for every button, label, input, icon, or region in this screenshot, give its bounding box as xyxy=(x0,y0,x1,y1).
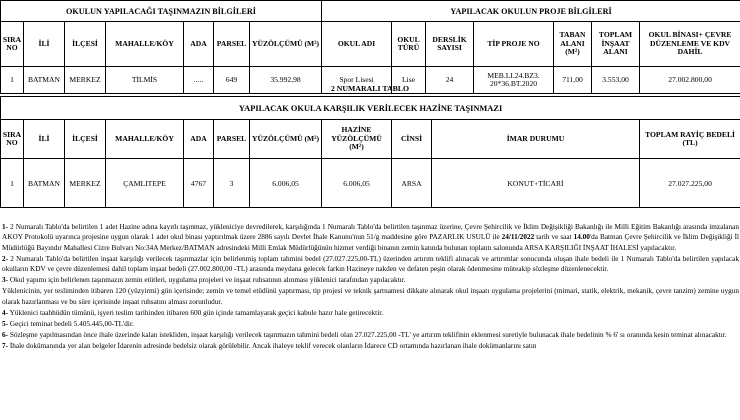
table-cell: 649 xyxy=(214,67,250,94)
col-header: SIRA NO xyxy=(1,22,24,67)
note-3-continued xyxy=(2,286,739,307)
table-cell: MERKEZ xyxy=(65,67,106,94)
note-1 xyxy=(2,222,739,253)
col-header: YÜZÖLÇÜMÜ (M²) xyxy=(250,22,322,67)
col-header: TİP PROJE NO xyxy=(474,22,554,67)
table-cell: 711,00 xyxy=(554,67,592,94)
project-info-heading: YAPILACAK OKULUN PROJE BİLGİLERİ xyxy=(322,1,740,22)
table-cell: MEB.LI.24.BZ3. 20*36.BT.2020 xyxy=(474,67,554,94)
col-header: İLÇESİ xyxy=(65,120,106,159)
note-number: 6- xyxy=(2,330,9,339)
note-number: 3- xyxy=(2,276,9,285)
col-header: DERSLİK SAYISI xyxy=(426,22,474,67)
table2-caption: 2 NUMARALI TABLO xyxy=(330,84,410,93)
table-cell: 35.992,98 xyxy=(250,67,322,94)
treasury-property-table xyxy=(0,96,740,208)
col-header: PARSEL xyxy=(214,22,250,67)
table-cell: 1 xyxy=(1,159,24,208)
tender-notes xyxy=(2,222,739,420)
note-text: Yüklenici taahhüdün tümünü, işyeri teslim tarihinden itibaren 600 gün içinde tamamlayarak geçici kabule hazır hale getirecektir. xyxy=(8,308,384,317)
col-header: ADA xyxy=(184,22,214,67)
col-header: CİNSİ xyxy=(392,120,432,159)
note-3 xyxy=(2,275,739,285)
note-text: Geçici teminat bedeli 5.405.445,00-TL'dir. xyxy=(8,319,134,328)
col-header: SIRA NO xyxy=(1,120,24,159)
note-text: 'da Batman Çevre Şehircilik ve İklim Değişikliği İl Müdürlüğü Bayındır Mahallesi Cizre Bulvarı No:34A Merkez/BATMAN adresindeki Milli Emlak Müdürlüğünün hizmet verdiği binanın zemin katında bulunan toplantı salonunda ARSA KARŞILIĞI İNŞAAT İHALESİ yapılacaktır. xyxy=(2,233,739,252)
col-header: PARSEL xyxy=(214,120,250,159)
note-number: 7- xyxy=(2,341,9,350)
col-header: TOPLAM RAYİÇ BEDELİ (TL) xyxy=(640,120,740,159)
table-cell: KONUT+TİCARİ xyxy=(432,159,640,208)
note-number: 2- xyxy=(2,254,9,263)
table-cell: BATMAN xyxy=(24,159,65,208)
table-cell: BATMAN xyxy=(24,67,65,94)
table-cell: 4767 xyxy=(184,159,214,208)
col-header: OKUL BİNASI+ ÇEVRE DÜZENLEME VE KDV DAHİL xyxy=(640,22,740,67)
note-7 xyxy=(2,341,739,351)
table-cell: 1 xyxy=(1,67,24,94)
parcel-info-heading: OKULUN YAPILACAĞI TAŞINMAZIN BİLGİLERİ xyxy=(1,1,322,22)
table-cell: 27.027.225,00 xyxy=(640,159,740,208)
table-cell: 6.006,05 xyxy=(250,159,322,208)
table-cell: 6.006,05 xyxy=(322,159,392,208)
col-header: İLÇESİ xyxy=(65,22,106,67)
school-parcel-project-table xyxy=(0,0,740,94)
note-text: 2 Numaralı Tablo'da belirtilen 1 adet Hazine adına kayıtlı taşınmaz, yükleniciye devredilerek, karşılığında 1 Numaralı Tablo'da belirtilen taşınmaz üzerine, Çevre Şehircilik ve İklim Değişikliği Bakanlığı ile Milli Eğitim Bakanlığı arasında imzalanan AKOY Protokolü uyarınca projesine uygun olarak 1 adet okul binası yaptırılmak üzere 2886 sayılı Devlet İhale Kanunu'nun 51/g maddesine göre PAZARLIK USULÜ ile xyxy=(2,223,739,242)
treasury-property-heading: YAPILACAK OKULA KARŞILIK VERİLECEK HAZİNE TAŞINMAZI xyxy=(1,97,740,120)
table-cell: ..... xyxy=(184,67,214,94)
col-header: TOPLAM İNŞAAT ALANI xyxy=(592,22,640,67)
table-cell: 27.002.800,00 xyxy=(640,67,740,94)
note-4 xyxy=(2,308,739,318)
note-text: Yüklenicinin, yer tesliminden itibaren 120 (yüzyirmi) gün içerisinde; zemin ve temel etüdünü yaptırması, tip projesi ve teknik şartnamesi dikkate alınarak okul inşaatı uygulama projelerini (mimari, statik, elektrik, mekanik, çevre tanzim) zemine uygun olarak hazırlanması ve bu süre içerisinde inşaat ruhsatını alması zorunludur. xyxy=(2,287,739,306)
note-number: 4- xyxy=(2,308,9,317)
table-cell: 24 xyxy=(426,67,474,94)
note-number: 5- xyxy=(2,319,9,328)
col-header: HAZİNE YÜZÖLÇÜMÜ (M²) xyxy=(322,120,392,159)
note-text: Sözleşme yapılmasından önce ihale üzerinde kalan istekliden, inşaat karşılığı verilecek taşınmazın tahmini bedeli olan 27.027.225,00 -TL' ye artırım teklifinin eklenmesi suretiyle bulunacak ihale bedelinin % 6' sı oranında kesin teminat alınacaktır. xyxy=(8,330,727,339)
table-cell: 3.553,00 xyxy=(592,67,640,94)
note-text: İhale dokümanında yer alan belgeler İdarenin adresinde bedelsiz olarak görülebilir. Ancak ihaleye teklif verecek olanların İdarece CD ortamında hazırlanan ihale dokümanlarını satın xyxy=(8,341,537,350)
table-cell: ÇAMLITEPE xyxy=(106,159,184,208)
col-header: OKUL ADI xyxy=(322,22,392,67)
note-number: 1- xyxy=(2,223,9,231)
note-text: Okul yapımı için belirlenen taşınmazın zemin etütleri, uygulama projeleri ve inşaat ruhsatının alınması yüklenici tarafından yapılacaktır. xyxy=(8,276,406,285)
note-6 xyxy=(2,330,739,340)
table-cell: Lise xyxy=(392,67,426,94)
col-header: ADA xyxy=(184,120,214,159)
tender-date: 24/11/2022 xyxy=(501,233,535,242)
col-header: İLİ xyxy=(24,22,65,67)
note-2 xyxy=(2,254,739,275)
table-row xyxy=(1,159,740,208)
col-header: İMAR DURUMU xyxy=(432,120,640,159)
table-cell: ARSA xyxy=(392,159,432,208)
col-header: İLİ xyxy=(24,120,65,159)
note-text: tarih ve saat xyxy=(534,233,574,242)
col-header: TABAN ALANI (M²) xyxy=(554,22,592,67)
table-cell: Spor Lisesi xyxy=(322,67,392,94)
note-5 xyxy=(2,319,739,329)
col-header: OKUL TÜRÜ xyxy=(392,22,426,67)
col-header: MAHALLE/KÖY xyxy=(106,120,184,159)
table-cell: TİLMİS xyxy=(106,67,184,94)
tender-time: 14.00 xyxy=(573,233,590,242)
table-cell: MERKEZ xyxy=(65,159,106,208)
col-header: MAHALLE/KÖY xyxy=(106,22,184,67)
table-cell: 3 xyxy=(214,159,250,208)
note-text: 2 Numaralı Tablo'da belirtilen inşaat karşılığı verilecek taşınmazlar için belirlenmiş toplam tahmini bedel (27.027.225,00-TL) üzerinden artırım teklifi alınacak ve artırımlar sonucunda oluşan ihale bedeli ile 1 Numaralı Tablo'da belirtilen yapılacak okulların KDV ve çevre düzenlemesi dahil toplam inşaat bedeli (27.002.800,00 -TL) arasında meydana gelecek farkın Hazineye nakden ve defaten peşin olarak ödenmesine müteakip sözleşme düzenlenecektir. xyxy=(2,254,739,274)
col-header: YÜZÖLÇÜMÜ (M²) xyxy=(250,120,322,159)
